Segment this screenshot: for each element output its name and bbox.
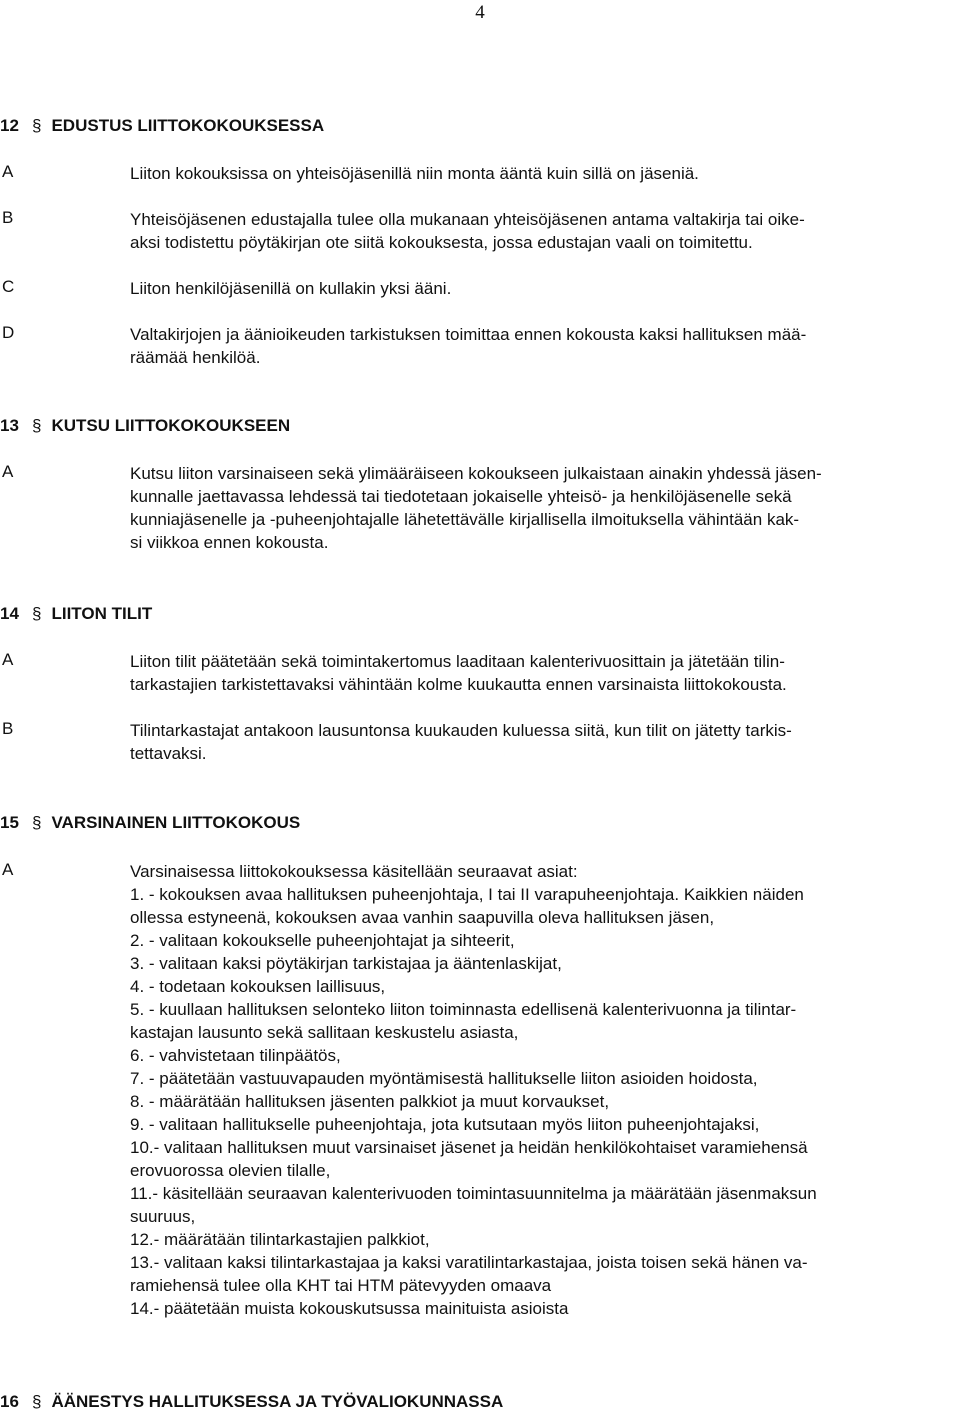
item-text: Yhteisöjäsenen edustajalla tulee olla mukanaan yhteisöjäsenen antama valtakirja tai oike- aksi todistettu pöytäkirjan ote siitä kokouksesta, jossa edustajan vaali on toimitettu. bbox=[130, 210, 805, 252]
agenda-line: 1. - kokouksen avaa hallituksen puheenjohtaja, I tai II varapuheenjohtaja. Kaikkien näiden bbox=[130, 885, 804, 904]
section-symbol: § bbox=[32, 416, 42, 435]
section-16-heading bbox=[0, 1392, 503, 1412]
agenda-line: 11.- käsitellään seuraavan kalenterivuoden toimintasuunnitelma ja määrätään jäsenmaksun bbox=[130, 1184, 817, 1203]
agenda-line: 3. - valitaan kaksi pöytäkirjan tarkistajaa ja ääntenlaskijat, bbox=[130, 954, 562, 973]
agenda-line: 5. - kuullaan hallituksen selonteko liiton toiminnasta edellisenä kalenterivuonna ja tilintar- bbox=[130, 1000, 797, 1019]
agenda-line: ollessa estyneenä, kokouksen avaa vanhin saapuvilla oleva hallituksen jäsen, bbox=[130, 908, 715, 927]
item-text: Liiton henkilöjäsenillä on kullakin yksi ääni. bbox=[130, 279, 452, 298]
section-title: KUTSU LIITTOKOKOUKSEEN bbox=[51, 416, 291, 435]
item-text: Liiton kokouksissa on yhteisöjäsenillä niin monta ääntä kuin sillä on jäseniä. bbox=[130, 164, 699, 183]
agenda-line: 14.- päätetään muista kokouskutsussa mainituista asioista bbox=[130, 1299, 569, 1318]
agenda-line: ramiehensä tulee olla KHT tai HTM pätevyyden omaava bbox=[130, 1276, 552, 1295]
page-number: 4 bbox=[475, 2, 485, 23]
item-text: Liiton tilit päätetään sekä toimintakertomus laaditaan kalenterivuosittain ja jätetään tilin- tarkastajien tarkistettavaksi vähintään kolme kuukautta ennen varsinaista liittokokousta. bbox=[130, 652, 787, 694]
item-letter: B bbox=[2, 208, 14, 227]
agenda-line: 2. - valitaan kokoukselle puheenjohtajat ja sihteerit, bbox=[130, 931, 515, 950]
agenda-line: 6. - vahvistetaan tilinpäätös, bbox=[130, 1046, 341, 1065]
section-symbol: § bbox=[32, 116, 42, 135]
item-letter: A bbox=[2, 462, 14, 481]
item-letter: D bbox=[2, 323, 15, 342]
item-letter: A bbox=[2, 650, 14, 669]
item-text bbox=[130, 860, 950, 1320]
agenda-line: 13.- valitaan kaksi tilintarkastajaa ja kaksi varatilintarkastajaa, joista toisen sekä hänen va- bbox=[130, 1253, 808, 1272]
agenda-line: erovuorossa olevien tilalle, bbox=[130, 1161, 331, 1180]
section-14-heading bbox=[0, 604, 152, 624]
section-symbol: § bbox=[32, 604, 42, 623]
agenda-line: 7. - päätetään vastuuvapauden myöntämisestä hallitukselle liiton asioiden hoidosta, bbox=[130, 1069, 758, 1088]
item-text: Tilintarkastajat antakoon lausuntonsa kuukauden kuluessa siitä, kun tilit on jätetty tarkis- tettavaksi. bbox=[130, 721, 792, 763]
section-symbol: § bbox=[32, 813, 42, 832]
section-title: LIITON TILIT bbox=[51, 604, 153, 623]
agenda-line: kastajan lausunto sekä sallitaan keskustelu asiasta, bbox=[130, 1023, 519, 1042]
agenda-line: 12.- määrätään tilintarkastajien palkkiot, bbox=[130, 1230, 430, 1249]
agenda-line: 8. - määrätään hallituksen jäsenten palkkiot ja muut korvaukset, bbox=[130, 1092, 610, 1111]
section-12-heading bbox=[0, 116, 324, 136]
section-number: 15 bbox=[0, 813, 19, 832]
section-15-heading bbox=[0, 813, 300, 833]
item-text: Valtakirjojen ja äänioikeuden tarkistuksen toimittaa ennen kokousta kaksi hallituksen mää- räämää henkilöä. bbox=[130, 325, 807, 367]
section-number: 16 bbox=[0, 1392, 19, 1411]
section-title: ÄÄNESTYS HALLITUKSESSA JA TYÖVALIOKUNNASSA bbox=[51, 1392, 504, 1411]
item-letter: B bbox=[2, 719, 14, 738]
section-number: 12 bbox=[0, 116, 19, 135]
item-letter: A bbox=[2, 162, 14, 181]
agenda-line: 4. - todetaan kokouksen laillisuus, bbox=[130, 977, 386, 996]
section-title: EDUSTUS LIITTOKOKOUKSESSA bbox=[51, 116, 325, 135]
section-symbol: § bbox=[32, 1392, 42, 1411]
agenda-intro: Varsinaisessa liittokokouksessa käsitellään seuraavat asiat: bbox=[130, 862, 578, 881]
item-letter: A bbox=[2, 860, 14, 879]
item-letter: C bbox=[2, 277, 15, 296]
agenda-line: suuruus, bbox=[130, 1207, 196, 1226]
item-text: Kutsu liiton varsinaiseen sekä ylimääräiseen kokoukseen julkaistaan ainakin yhdessä jäsen- kunnalle jaettavassa lehdessä tai tiedotetaan jokaiselle yhteisö- ja henkilöjäsenelle sekä kunniajäsenelle ja -puheenjohtajalle lähetettävälle kirjallisella ilmoituksella vähintään kak- si viikkoa ennen kokousta. bbox=[130, 464, 822, 552]
agenda-line: 10.- valitaan hallituksen muut varsinaiset jäsenet ja heidän henkilökohtaiset varamiehensä bbox=[130, 1138, 808, 1157]
section-number: 14 bbox=[0, 604, 19, 623]
section-13-heading bbox=[0, 416, 290, 436]
section-title: VARSINAINEN LIITTOKOKOUS bbox=[51, 813, 301, 832]
section-number: 13 bbox=[0, 416, 19, 435]
agenda-line: 9. - valitaan hallitukselle puheenjohtaja, jota kutsutaan myös liiton puheenjohtajaksi, bbox=[130, 1115, 760, 1134]
